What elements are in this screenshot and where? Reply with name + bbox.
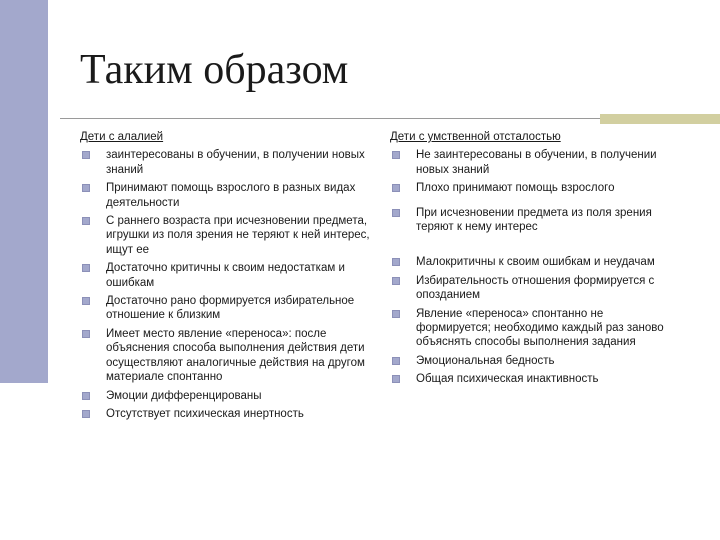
list-item [80,148,370,177]
list-item-text: С раннего возраста при исчезновении предмета, игрушки из поля зрения не теряют к ней интерес, ищут ее [106,215,370,256]
square-bullet-icon [82,392,90,400]
list-item-text: Достаточно рано формируется избирательное отношение к близким [106,295,355,322]
list-item-text: Избирательность отношения формируется с опозданием [416,274,655,302]
list-item [390,354,680,368]
list-item-text: Эмоциональная бедность [416,354,555,367]
column-heading-alalia: Дети с алалией [80,131,164,143]
list-mental-retardation [390,148,680,386]
column-mental-retardation [390,130,680,391]
divider-accent-block [600,114,720,124]
list-item-text: Имеет место явление «переноса»: после объяснения способа выполнения действия дети осуществляют аналогичные действия на другом материале спонтанно [106,327,365,384]
list-item-text: Отсутствует психическая инертность [106,407,304,420]
list-item-text: Плохо принимают помощь взрослого [416,182,615,195]
list-item [390,255,680,269]
square-bullet-icon [82,297,90,305]
list-item [80,214,370,257]
list-item [80,389,370,403]
list-item-text: Явление «переноса» спонтанно не формируется; необходимо каждый раз заново объяснять способы выполнения задания [416,307,664,349]
list-item-text: Малокритичны к своим ошибкам и неудачам [416,256,655,269]
list-item [80,407,370,421]
square-bullet-icon [392,184,400,192]
list-item-text: При исчезновении предмета из поля зрения теряют к нему интерес [416,206,652,234]
list-item-text: заинтересованы в обучении, в получении новых знаний [106,149,365,176]
list-item [390,372,680,386]
list-item-text: Общая психическая инактивность [416,373,599,386]
square-bullet-icon [392,310,400,318]
list-item [390,307,680,350]
list-item [390,206,680,235]
square-bullet-icon [392,357,400,365]
square-bullet-icon [392,209,400,217]
square-bullet-icon [392,375,400,383]
list-item [390,181,680,195]
list-item [80,181,370,210]
list-item [80,294,370,323]
list-item [80,261,370,290]
square-bullet-icon [82,410,90,418]
square-bullet-icon [82,151,90,159]
list-item-text: Принимают помощь взрослого в разных видах деятельности [106,182,356,209]
list-item [390,148,680,177]
slide-title: Таким образом [80,47,349,93]
column-alalia [80,130,370,425]
square-bullet-icon [82,217,90,225]
list-item-text: Достаточно критичны к своим недостаткам и ошибкам [106,262,345,289]
square-bullet-icon [392,258,400,266]
list-item [80,327,370,385]
list-item-text: Не заинтересованы в обучении, в получении новых знаний [416,149,657,176]
square-bullet-icon [82,264,90,272]
square-bullet-icon [82,330,90,338]
divider-line [60,118,688,119]
left-accent-bar [0,0,48,383]
list-item-text: Эмоции дифференцированы [106,389,262,402]
column-heading-mental-retardation: Дети с умственной отсталостью [390,131,561,143]
square-bullet-icon [392,151,400,159]
list-item [390,274,680,303]
square-bullet-icon [82,184,90,192]
list-alalia [80,148,370,421]
title-divider [60,114,688,120]
square-bullet-icon [392,277,400,285]
